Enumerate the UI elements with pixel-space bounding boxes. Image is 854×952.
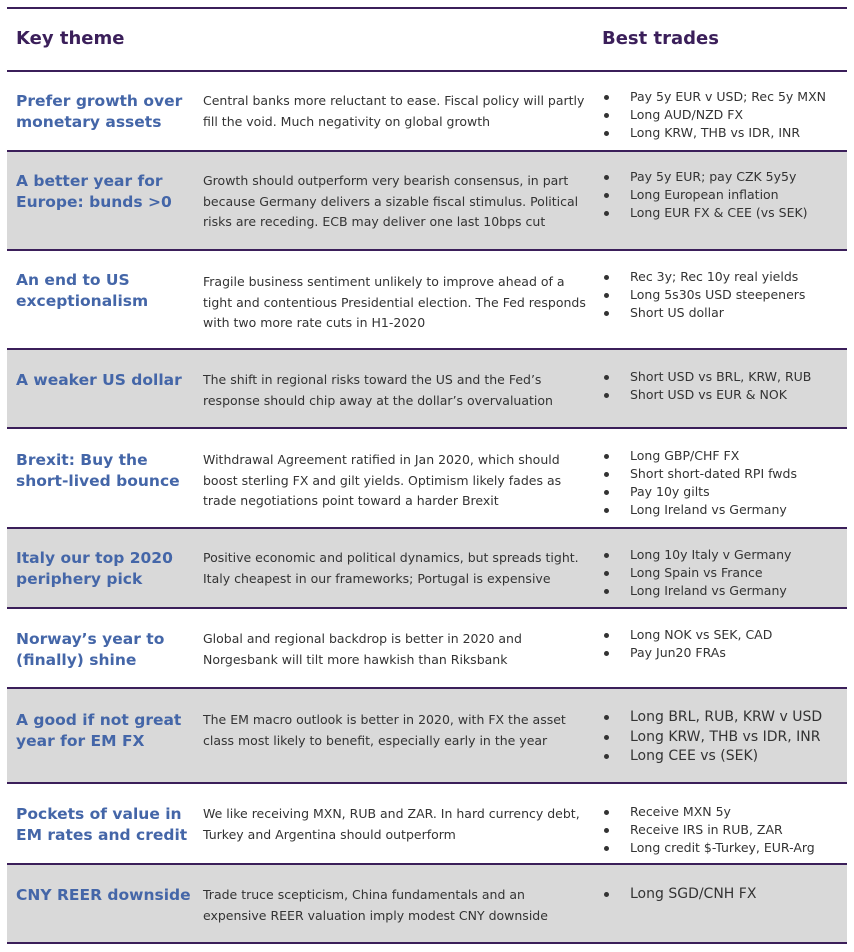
row-description: Global and regional backdrop is better in 2020 and Norgesbank will tilt more hawkish than Riksbank <box>203 631 522 667</box>
bullet-icon <box>604 754 609 759</box>
bullet-icon <box>604 633 609 638</box>
row-theme: A better year for Europe: bunds >0 <box>16 172 172 211</box>
row-description: Trade truce scepticism, China fundamentals and an expensive REER valuation imply modest CNY downside <box>203 887 548 923</box>
bullet-icon <box>604 589 609 594</box>
trade-item: Rec 3y; Rec 10y real yields <box>601 268 845 286</box>
trade-item: Long European inflation <box>601 186 845 204</box>
trade-item: Long AUD/NZD FX <box>601 106 845 124</box>
bullet-icon <box>604 828 609 833</box>
table-row <box>7 687 847 782</box>
row-trades <box>601 885 845 905</box>
trade-item: Long credit $-Turkey, EUR-Arg <box>601 839 845 857</box>
row-theme: A good if not great year for EM FX <box>16 711 182 750</box>
trade-item: Short short-dated RPI fwds <box>601 465 845 483</box>
header-best-trades: Best trades <box>602 28 719 49</box>
row-trades <box>601 708 845 767</box>
trade-item: Receive IRS in RUB, ZAR <box>601 821 845 839</box>
trade-item: Long Ireland vs Germany <box>601 582 845 600</box>
bullet-icon <box>604 508 609 513</box>
table-bottom-rule <box>7 942 847 944</box>
table-row <box>7 249 847 348</box>
bullet-icon <box>604 311 609 316</box>
table-row <box>7 863 847 942</box>
trade-item: Long Spain vs France <box>601 564 845 582</box>
table-row <box>7 150 847 249</box>
row-trades <box>601 368 845 404</box>
bullet-icon <box>604 131 609 136</box>
trade-item: Short US dollar <box>601 304 845 322</box>
trade-item: Pay 10y gilts <box>601 483 845 501</box>
table-row <box>7 70 847 150</box>
trade-item: Long Ireland vs Germany <box>601 501 845 519</box>
row-theme: Pockets of value in EM rates and credit <box>16 805 188 844</box>
row-description: The EM macro outlook is better in 2020, with FX the asset class most likely to benefit, especially early in the year <box>203 712 566 748</box>
row-description: Central banks more reluctant to ease. Fiscal policy will partly fill the void. Much negativity on global growth <box>203 93 585 129</box>
trade-item: Long 5s30s USD steepeners <box>601 286 845 304</box>
row-theme: Norway’s year to (finally) shine <box>16 630 165 669</box>
table-header <box>7 9 847 70</box>
bullet-icon <box>604 553 609 558</box>
bullet-icon <box>604 846 609 851</box>
row-theme: Prefer growth over monetary assets <box>16 92 183 131</box>
row-description: Fragile business sentiment unlikely to improve ahead of a tight and contentious Presidential election. The Fed responds with two more rate cuts in H1-2020 <box>203 274 586 330</box>
bullet-icon <box>604 211 609 216</box>
bullet-icon <box>604 571 609 576</box>
bullet-icon <box>604 375 609 380</box>
bullet-icon <box>604 175 609 180</box>
row-trades <box>601 546 845 600</box>
trade-item: Long KRW, THB vs IDR, INR <box>601 728 845 748</box>
bullet-icon <box>604 892 609 897</box>
row-trades <box>601 168 845 222</box>
trade-item: Long NOK vs SEK, CAD <box>601 626 845 644</box>
row-trades <box>601 626 845 662</box>
bullet-icon <box>604 95 609 100</box>
bullet-icon <box>604 735 609 740</box>
row-trades <box>601 268 845 322</box>
trade-item: Pay Jun20 FRAs <box>601 644 845 662</box>
bullet-icon <box>604 715 609 720</box>
header-key-theme: Key theme <box>16 28 125 49</box>
row-description: The shift in regional risks toward the US and the Fed’s response should chip away at the dollar’s overvaluation <box>203 372 553 408</box>
row-theme: Brexit: Buy the short-lived bounce <box>16 451 180 490</box>
row-description: We like receiving MXN, RUB and ZAR. In hard currency debt, Turkey and Argentina should outperform <box>203 806 580 842</box>
table-row <box>7 782 847 863</box>
trade-item: Long CEE vs (SEK) <box>601 747 845 767</box>
trade-item: Receive MXN 5y <box>601 803 845 821</box>
trade-item: Short USD vs EUR & NOK <box>601 386 845 404</box>
bullet-icon <box>604 193 609 198</box>
bullet-icon <box>604 454 609 459</box>
trade-item: Long KRW, THB vs IDR, INR <box>601 124 845 142</box>
row-description: Withdrawal Agreement ratified in Jan 2020, which should boost sterling FX and gilt yields. Optimism likely fades as trade negotiations point toward a harder Brexit <box>203 452 562 508</box>
trade-item: Long EUR FX & CEE (vs SEK) <box>601 204 845 222</box>
row-theme: CNY REER downside <box>16 886 191 904</box>
trade-item: Long BRL, RUB, KRW v USD <box>601 708 845 728</box>
row-theme: Italy our top 2020 periphery pick <box>16 549 173 588</box>
row-description: Positive economic and political dynamics, but spreads tight. Italy cheapest in our frameworks; Portugal is expensive <box>203 550 579 586</box>
bullet-icon <box>604 472 609 477</box>
trade-item: Short USD vs BRL, KRW, RUB <box>601 368 845 386</box>
trade-item: Pay 5y EUR v USD; Rec 5y MXN <box>601 88 845 106</box>
row-theme: An end to US exceptionalism <box>16 271 149 310</box>
row-theme: A weaker US dollar <box>16 371 182 389</box>
table-row <box>7 427 847 527</box>
bullet-icon <box>604 113 609 118</box>
row-description: Growth should outperform very bearish consensus, in part because Germany delivers a sizable fiscal stimulus. Political risks are receding. ECB may deliver one last 10bps cut <box>203 173 579 229</box>
trade-item: Long SGD/CNH FX <box>601 885 845 905</box>
table-row <box>7 348 847 427</box>
bullet-icon <box>604 293 609 298</box>
bullet-icon <box>604 393 609 398</box>
row-trades <box>601 88 845 142</box>
trade-item: Long 10y Italy v Germany <box>601 546 845 564</box>
bullet-icon <box>604 275 609 280</box>
row-trades <box>601 447 845 519</box>
trade-item: Long GBP/CHF FX <box>601 447 845 465</box>
table-row <box>7 527 847 607</box>
bullet-icon <box>604 490 609 495</box>
bullet-icon <box>604 810 609 815</box>
row-trades <box>601 803 845 857</box>
bullet-icon <box>604 651 609 656</box>
trade-item: Pay 5y EUR; pay CZK 5y5y <box>601 168 845 186</box>
table-row <box>7 607 847 687</box>
